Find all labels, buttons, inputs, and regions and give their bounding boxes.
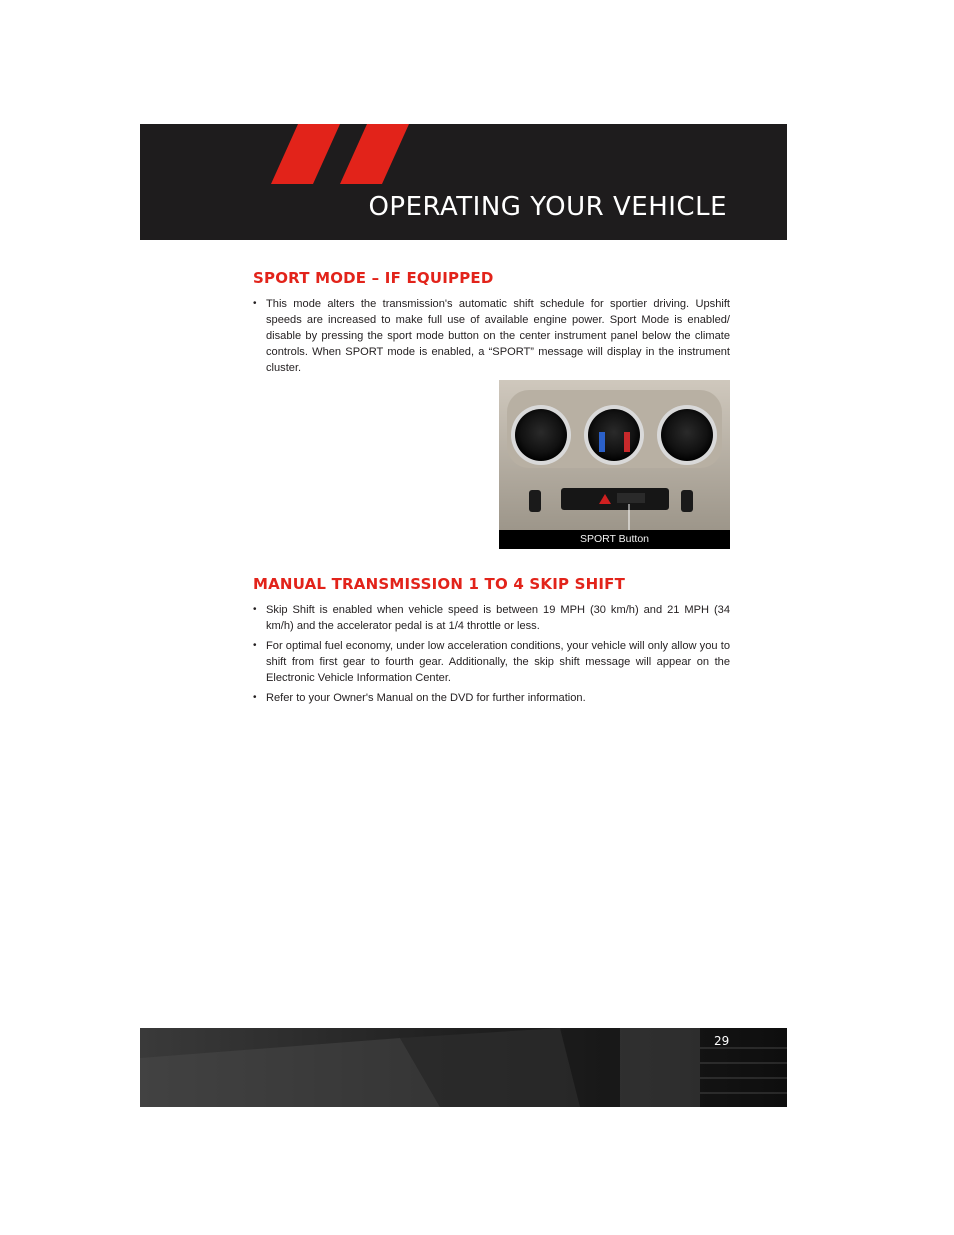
footer-band	[140, 1028, 787, 1107]
bullet-item: • For optimal fuel economy, under low acceleration conditions, your vehicle will only allow you to shift from first gear to fourth gear. Additionally, the skip shift message will appear on the Electronic Vehicle Information Center.	[253, 638, 730, 686]
sport-mode-heading: SPORT MODE – IF EQUIPPED	[253, 269, 494, 287]
skip-shift-section	[253, 572, 730, 706]
brand-stripes-logo	[140, 124, 787, 240]
skip-shift-heading: MANUAL TRANSMISSION 1 TO 4 SKIP SHIFT	[253, 575, 626, 593]
photo-area	[253, 380, 730, 562]
sport-mode-bullets	[253, 296, 730, 376]
main-content	[253, 266, 730, 710]
sport-button-photo	[499, 380, 730, 549]
bullet-item: • Skip Shift is enabled when vehicle speed is between 19 MPH (30 km/h) and 21 MPH (34 km/h) and the accelerator pedal is at 1/4 throttle or less.	[253, 602, 730, 634]
bullet-item: • Refer to your Owner's Manual on the DVD for further information.	[253, 690, 730, 706]
sport-mode-section	[253, 266, 730, 562]
climate-controls-image	[499, 380, 730, 549]
skip-shift-bullets	[253, 602, 730, 706]
section-title: OPERATING YOUR VEHICLE	[368, 192, 727, 222]
photo-caption: SPORT Button	[579, 533, 650, 545]
footer-background-image	[140, 1028, 787, 1107]
page-number: 29	[714, 1034, 730, 1048]
header-band	[140, 124, 787, 240]
bullet-item: • This mode alters the transmission's automatic shift schedule for sportier driving. Upshift speeds are increased to make full use of available engine power. Sport Mode is enabled/ disable by pressing the sport mode button on the center instrument panel below the climate controls. When SPORT mode is enabled, a “SPORT” message will display in the instrument cluster.	[253, 296, 730, 376]
